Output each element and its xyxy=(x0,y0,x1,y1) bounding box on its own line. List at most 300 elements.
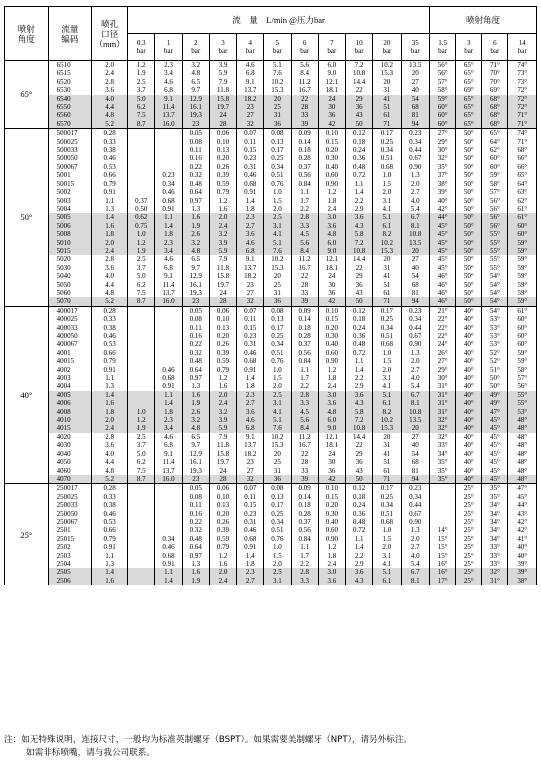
flow-cell: 1.4 xyxy=(237,374,264,382)
spray-angle-cell: 40° xyxy=(456,382,482,390)
header-pressure: 0.3 bar xyxy=(128,34,155,61)
flow-cell: 68 xyxy=(401,458,429,466)
flow-cell: 0.18 xyxy=(346,138,373,146)
flow-cell: 7.2 xyxy=(346,61,373,70)
spray-angle-cell: 55° xyxy=(508,399,537,407)
spray-angle-cell: 49° xyxy=(482,399,508,407)
flow-cell: 0.30 xyxy=(318,510,345,518)
flow-cell: 2.4 xyxy=(209,399,236,407)
spray-angle-cell: 15° xyxy=(430,552,456,560)
flow-cell: 1.5 xyxy=(264,552,291,560)
orifice-cell: 4.8 xyxy=(92,289,128,297)
spray-angle-cell: 14° xyxy=(430,526,456,534)
spray-angle-cell: 39° xyxy=(508,560,537,568)
spray-angle-cell: 54° xyxy=(482,306,508,315)
flow-cell xyxy=(155,501,182,509)
spray-angle-cell: 60° xyxy=(508,222,537,230)
flow-cell: 3.6 xyxy=(237,408,264,416)
orifice-cell: 4.4 xyxy=(92,281,128,289)
flow-cell: 0.91 xyxy=(155,382,182,390)
spray-angle-cell: 60° xyxy=(508,230,537,238)
orifice-cell: 3.6 xyxy=(92,441,128,449)
flow-code-cell: 6520 xyxy=(48,78,92,86)
flow-cell: 18.2 xyxy=(237,450,264,458)
spray-angle-cell: 35° xyxy=(482,493,508,501)
spray-angle-cell: 22° xyxy=(430,315,456,323)
spray-angle-cell: 68° xyxy=(482,95,508,103)
spray-angle-cell: 48° xyxy=(508,441,537,449)
flow-cell: 54 xyxy=(401,272,429,280)
flow-cell: 3.3 xyxy=(291,222,318,230)
orifice-cell: 3.6 xyxy=(92,264,128,272)
flow-cell: 16.0 xyxy=(155,475,182,484)
spray-angle-cell: 40° xyxy=(456,306,482,315)
flow-cell: 19.3 xyxy=(182,467,209,475)
header-angle: 喷射 角度 xyxy=(5,7,49,61)
spray-angle-cell: 59° xyxy=(508,247,537,255)
orifice-cell: 0.79 xyxy=(92,535,128,543)
flow-cell xyxy=(128,180,155,188)
flow-cell: 36 xyxy=(264,120,291,129)
spray-angle-cell: 40° xyxy=(508,543,537,551)
flow-cell: 0.25 xyxy=(264,332,291,340)
flow-cell: 2.7 xyxy=(237,399,264,407)
flow-cell: 0.68 xyxy=(155,197,182,205)
flow-cell: 24 xyxy=(318,272,345,280)
flow-cell: 0.34 xyxy=(401,493,429,501)
flow-cell: 9.1 xyxy=(155,95,182,103)
flow-cell: 31 xyxy=(373,86,401,94)
flow-cell: 3.3 xyxy=(291,399,318,407)
spray-angle-cell: 62° xyxy=(482,146,508,154)
flow-cell: 1.8 xyxy=(318,552,345,560)
flow-cell: 0.56 xyxy=(291,171,318,179)
flow-cell: 0.11 xyxy=(182,324,209,332)
table-row xyxy=(5,501,537,509)
spray-angle-cell: 48° xyxy=(508,433,537,441)
spray-angle-cell: 57° xyxy=(430,78,456,86)
flow-cell: 12.1 xyxy=(318,255,345,263)
flow-code-cell: 500033 xyxy=(48,146,92,154)
flow-cell: 0.12 xyxy=(346,484,373,493)
table-row xyxy=(5,399,537,407)
flow-code-cell: 5010 xyxy=(48,239,92,247)
spray-angle-cell: 25° xyxy=(456,577,482,585)
flow-cell: 0.24 xyxy=(346,324,373,332)
flow-table xyxy=(4,6,537,585)
flow-cell: 5.1 xyxy=(264,416,291,424)
spray-angle-cell: 31° xyxy=(430,391,456,399)
flow-cell: 10.2 xyxy=(264,433,291,441)
spray-angle-cell: 50° xyxy=(456,281,482,289)
spray-angle-cell: 25° xyxy=(456,560,482,568)
spray-angle-cell: 54° xyxy=(482,281,508,289)
flow-cell: 0.46 xyxy=(155,366,182,374)
flow-cell: 0.28 xyxy=(291,332,318,340)
flow-cell: 23 xyxy=(237,103,264,111)
flow-cell: 1.6 xyxy=(182,568,209,576)
table-row xyxy=(5,69,537,77)
orifice-cell: 4.0 xyxy=(92,272,128,280)
orifice-cell: 1.4 xyxy=(92,213,128,221)
flow-cell: 2.3 xyxy=(155,239,182,247)
flow-cell: 1.9 xyxy=(128,247,155,255)
flow-cell: 1.6 xyxy=(209,382,236,390)
flow-cell: 3.6 xyxy=(346,391,373,399)
flow-cell: 3.4 xyxy=(155,69,182,77)
flow-cell: 0.15 xyxy=(318,493,345,501)
flow-cell: 7.9 xyxy=(209,433,236,441)
flow-cell: 6.2 xyxy=(128,103,155,111)
flow-cell: 3.7 xyxy=(128,264,155,272)
flow-cell: 4.0 xyxy=(401,552,429,560)
flow-cell: 23 xyxy=(182,297,209,306)
spray-angle-cell: 34° xyxy=(482,535,508,543)
flow-cell: 2.4 xyxy=(209,222,236,230)
orifice-cell: 1.3 xyxy=(92,560,128,568)
flow-cell xyxy=(155,138,182,146)
flow-cell xyxy=(128,154,155,162)
flow-cell: 2.9 xyxy=(346,382,373,390)
flow-cell: 1.5 xyxy=(373,357,401,365)
flow-cell xyxy=(155,349,182,357)
spray-angle-cell: 30° xyxy=(430,374,456,382)
orifice-cell: 0.53 xyxy=(92,340,128,348)
orifice-cell: 1.4 xyxy=(92,568,128,576)
flow-cell: 0.90 xyxy=(318,535,345,543)
flow-cell: 6.5 xyxy=(182,255,209,263)
spray-angle-cell: 40° xyxy=(456,458,482,466)
table-row xyxy=(5,349,537,357)
flow-cell xyxy=(128,374,155,382)
flow-cell: 6.5 xyxy=(182,433,209,441)
spray-angle-cell: 65° xyxy=(456,120,482,129)
flow-cell: 0.44 xyxy=(401,501,429,509)
flow-code-cell: 4003 xyxy=(48,374,92,382)
flow-code-cell: 250050 xyxy=(48,510,92,518)
spray-angle-cell: 68° xyxy=(482,120,508,129)
flow-cell: 0.68 xyxy=(373,340,401,348)
header-orifice: 喷孔 口径 （mm） xyxy=(92,7,128,61)
flow-cell: 1.2 xyxy=(128,416,155,424)
spray-angle-cell: 58° xyxy=(508,366,537,374)
spray-angle-cell: 55° xyxy=(482,239,508,247)
table-row xyxy=(5,146,537,154)
table-row xyxy=(5,424,537,432)
spray-angle-cell: 34° xyxy=(482,518,508,526)
flow-cell: 13.7 xyxy=(155,111,182,119)
flow-cell xyxy=(128,493,155,501)
flow-cell: 19.3 xyxy=(182,289,209,297)
flow-cell: 2.0 xyxy=(264,382,291,390)
flow-cell: 2.7 xyxy=(401,366,429,374)
flow-cell: 2.3 xyxy=(237,568,264,576)
flow-cell: 1.8 xyxy=(155,230,182,238)
flow-cell: 0.07 xyxy=(237,306,264,315)
orifice-cell: 0.46 xyxy=(92,154,128,162)
flow-cell: 24 xyxy=(209,111,236,119)
flow-cell: 8.4 xyxy=(291,69,318,77)
spray-angle-cell: 45° xyxy=(482,424,508,432)
flow-cell: 0.34 xyxy=(373,146,401,154)
flow-cell: 0.32 xyxy=(182,349,209,357)
spray-angle-cell: 53° xyxy=(482,315,508,323)
flow-cell: 0.11 xyxy=(237,315,264,323)
flow-cell: 0.18 xyxy=(291,501,318,509)
flow-cell: 0.23 xyxy=(237,154,264,162)
flow-cell: 7.9 xyxy=(209,255,236,263)
flow-cell: 0.08 xyxy=(264,306,291,315)
flow-cell: 0.18 xyxy=(291,146,318,154)
flow-code-cell: 4008 xyxy=(48,408,92,416)
flow-cell: 0.39 xyxy=(209,171,236,179)
flow-cell: 0.17 xyxy=(264,324,291,332)
orifice-cell: 4.8 xyxy=(92,111,128,119)
flow-code-cell: 4006 xyxy=(48,399,92,407)
flow-cell: 30 xyxy=(318,458,345,466)
flow-cell: 36 xyxy=(318,111,345,119)
flow-cell: 13.5 xyxy=(401,239,429,247)
flow-cell: 2.4 xyxy=(209,577,236,585)
orifice-cell: 4.0 xyxy=(92,450,128,458)
orifice-cell: 0.38 xyxy=(92,324,128,332)
flow-cell: 5.4 xyxy=(401,560,429,568)
spray-angle-cell: 45° xyxy=(482,467,508,475)
flow-cell: 19.3 xyxy=(182,111,209,119)
header-spray-pressure: 6 bar xyxy=(482,34,508,61)
flow-cell xyxy=(128,577,155,585)
spray-angle-cell: 54° xyxy=(482,297,508,306)
flow-cell: 2.0 xyxy=(264,560,291,568)
table-row xyxy=(5,222,537,230)
flow-cell: 0.76 xyxy=(264,535,291,543)
flow-cell: 71 xyxy=(373,475,401,484)
spray-angle-cell: 40° xyxy=(430,197,456,205)
flow-cell: 1.1 xyxy=(291,366,318,374)
flow-cell xyxy=(155,340,182,348)
orifice-cell: 4.8 xyxy=(92,467,128,475)
spray-angle-cell: 50° xyxy=(456,247,482,255)
flow-cell: 28 xyxy=(291,281,318,289)
flow-cell: 18.1 xyxy=(318,264,345,272)
flow-cell: 1.3 xyxy=(182,560,209,568)
spray-angle-cell: 71° xyxy=(508,120,537,129)
flow-cell: 1.1 xyxy=(346,535,373,543)
flow-cell: 0.06 xyxy=(209,129,236,138)
flow-cell: 42 xyxy=(318,297,345,306)
flow-cell: 19.7 xyxy=(209,281,236,289)
flow-cell xyxy=(128,510,155,518)
flow-cell: 27 xyxy=(237,111,264,119)
flow-cell: 0.90 xyxy=(401,163,429,171)
flow-cell: 33 xyxy=(291,289,318,297)
flow-cell: 54 xyxy=(401,95,429,103)
spray-angle-cell xyxy=(430,510,456,518)
spray-angle-cell: 39° xyxy=(430,188,456,196)
orifice-cell: 0.53 xyxy=(92,518,128,526)
flow-cell: 4.6 xyxy=(237,416,264,424)
orifice-cell: 0.66 xyxy=(92,526,128,534)
spray-angle-cell: 65° xyxy=(456,61,482,70)
header-pressure: 4 bar xyxy=(237,34,264,61)
flow-cell: 23 xyxy=(237,458,264,466)
table-row xyxy=(5,78,537,86)
orifice-cell: 0.38 xyxy=(92,501,128,509)
flow-cell: 2.2 xyxy=(291,205,318,213)
table-row xyxy=(5,467,537,475)
flow-cell: 5.6 xyxy=(291,416,318,424)
flow-cell: 11.2 xyxy=(291,255,318,263)
flow-cell: 0.10 xyxy=(318,306,345,315)
spray-angle-cell: 44° xyxy=(430,213,456,221)
flow-cell: 10.2 xyxy=(373,239,401,247)
table-row xyxy=(5,171,537,179)
flow-cell: 1.0 xyxy=(264,188,291,196)
flow-cell xyxy=(128,332,155,340)
flow-cell xyxy=(155,484,182,493)
spray-angle-cell: 35° xyxy=(430,475,456,484)
spray-angle-cell: 25° xyxy=(456,568,482,576)
spray-angle-cell: 69° xyxy=(482,86,508,94)
flow-code-cell: 25015 xyxy=(48,535,92,543)
flow-cell: 23 xyxy=(182,120,209,129)
flow-cell: 0.08 xyxy=(182,493,209,501)
spray-angle-cell: 45° xyxy=(430,264,456,272)
flow-cell: 39 xyxy=(291,297,318,306)
flow-code-cell: 4015 xyxy=(48,424,92,432)
flow-cell: 0.59 xyxy=(209,535,236,543)
flow-cell: 0.91 xyxy=(155,205,182,213)
spray-angle-cell: 59° xyxy=(508,255,537,263)
flow-cell: 11.8 xyxy=(209,86,236,94)
orifice-cell: 2.8 xyxy=(92,255,128,263)
flow-cell xyxy=(128,324,155,332)
flow-cell: 1.3 xyxy=(182,382,209,390)
flow-cell: 11.8 xyxy=(209,441,236,449)
spray-angle-cell: 59° xyxy=(508,264,537,272)
spray-angle-cell: 45° xyxy=(482,475,508,484)
spray-angle-cell: 71° xyxy=(508,138,537,146)
flow-cell: 1.0 xyxy=(264,543,291,551)
flow-cell: 68 xyxy=(401,281,429,289)
orifice-cell: 0.53 xyxy=(92,163,128,171)
table-row xyxy=(5,577,537,585)
flow-cell: 9.7 xyxy=(182,264,209,272)
flow-code-cell: 5002 xyxy=(48,188,92,196)
flow-code-cell: 5060 xyxy=(48,289,92,297)
spray-angle-cell: 25° xyxy=(456,552,482,560)
flow-cell: 33 xyxy=(291,111,318,119)
flow-cell: 0.13 xyxy=(264,138,291,146)
flow-cell: 0.10 xyxy=(318,484,345,493)
flow-cell: 1.1 xyxy=(155,568,182,576)
flow-cell: 28 xyxy=(291,458,318,466)
flow-code-cell: 5005 xyxy=(48,213,92,221)
orifice-cell: 2.0 xyxy=(92,416,128,424)
flow-cell: 1.4 xyxy=(346,188,373,196)
flow-cell: 2.0 xyxy=(373,188,401,196)
flow-cell: 0.06 xyxy=(209,306,236,315)
spray-angle-cell: 32° xyxy=(430,416,456,424)
flow-cell: 10.8 xyxy=(401,230,429,238)
flow-code-cell: 5004 xyxy=(48,205,92,213)
spray-angle-cell: 59° xyxy=(508,357,537,365)
orifice-cell: 5.2 xyxy=(92,475,128,484)
spray-angle-cell: 65° xyxy=(456,95,482,103)
spray-angle-cell: 64° xyxy=(482,138,508,146)
flow-cell: 36 xyxy=(264,297,291,306)
spray-angle-cell: 55° xyxy=(482,247,508,255)
flow-cell: 5.6 xyxy=(291,61,318,70)
spray-angle-cell: 57° xyxy=(508,374,537,382)
flow-code-cell: 250017 xyxy=(48,484,92,493)
flow-cell: 1.0 xyxy=(373,526,401,534)
flow-cell: 27 xyxy=(401,78,429,86)
flow-code-cell: 400050 xyxy=(48,332,92,340)
flow-cell: 2.5 xyxy=(264,391,291,399)
flow-cell: 0.13 xyxy=(209,324,236,332)
flow-cell: 0.48 xyxy=(346,163,373,171)
flow-cell: 3.1 xyxy=(373,197,401,205)
table-row xyxy=(5,163,537,171)
flow-cell: 8.7 xyxy=(128,297,155,306)
flow-cell: 0.15 xyxy=(237,324,264,332)
flow-cell: 4.1 xyxy=(373,205,401,213)
flow-cell: 3.1 xyxy=(373,374,401,382)
flow-cell: 4.1 xyxy=(373,560,401,568)
flow-cell: 0.68 xyxy=(155,552,182,560)
spray-angle-cell: 43° xyxy=(508,510,537,518)
flow-cell: 0.51 xyxy=(373,154,401,162)
flow-cell: 0.15 xyxy=(237,146,264,154)
spray-angle-cell: 27° xyxy=(430,129,456,138)
flow-cell: 9.1 xyxy=(155,450,182,458)
group-angle: 40° xyxy=(5,306,49,484)
flow-cell: 5.1 xyxy=(264,239,291,247)
spray-angle-cell: 59° xyxy=(508,281,537,289)
spray-angle-cell: 40° xyxy=(456,408,482,416)
flow-cell xyxy=(155,129,182,138)
spray-angle-cell: 66° xyxy=(508,163,537,171)
flow-cell xyxy=(128,501,155,509)
flow-cell: 1.1 xyxy=(346,357,373,365)
flow-cell: 0.37 xyxy=(291,163,318,171)
flow-cell: 15.3 xyxy=(264,441,291,449)
flow-cell: 5.0 xyxy=(128,450,155,458)
flow-cell: 13.7 xyxy=(237,264,264,272)
flow-cell xyxy=(155,357,182,365)
flow-cell: 3.7 xyxy=(128,441,155,449)
flow-cell: 6.5 xyxy=(182,78,209,86)
flow-cell: 3.2 xyxy=(209,408,236,416)
spray-angle-cell: 49° xyxy=(482,391,508,399)
flow-cell: 1.6 xyxy=(182,213,209,221)
flow-cell: 71 xyxy=(373,120,401,129)
flow-cell: 3.6 xyxy=(318,399,345,407)
flow-cell: 0.46 xyxy=(237,171,264,179)
table-row xyxy=(5,366,537,374)
flow-cell: 1.4 xyxy=(155,222,182,230)
flow-cell: 20 xyxy=(401,69,429,77)
spray-angle-cell: 50° xyxy=(456,289,482,297)
spray-angle-cell: 55° xyxy=(482,230,508,238)
table-row xyxy=(5,382,537,390)
orifice-cell: 1.4 xyxy=(92,391,128,399)
flow-cell: 15.8 xyxy=(209,272,236,280)
flow-code-cell: 250033 xyxy=(48,501,92,509)
flow-cell: 0.23 xyxy=(401,306,429,315)
flow-code-cell: 4020 xyxy=(48,433,92,441)
